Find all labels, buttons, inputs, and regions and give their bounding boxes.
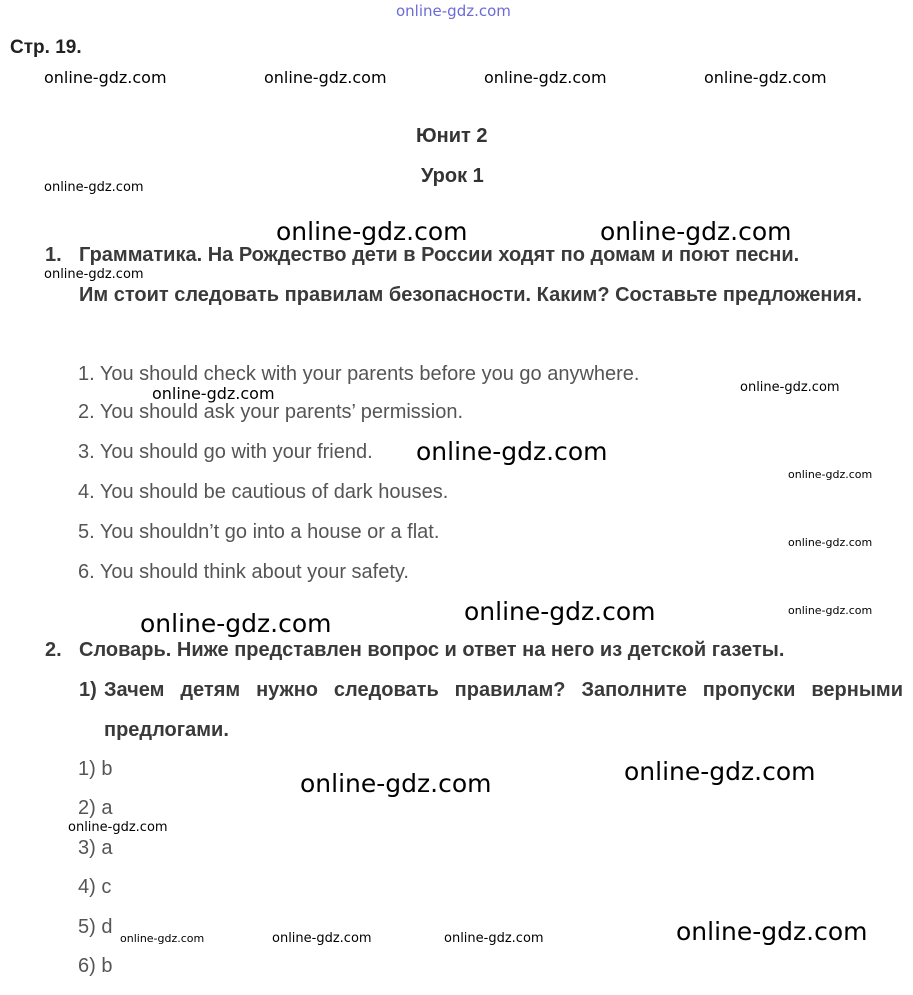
watermark: online-gdz.com [120,932,205,945]
task-2-subtask [79,670,903,750]
task-1-instructions: Им стоит следовать правилам безопасности. Каким? Составьте предложения. [79,284,862,306]
task-2-sub-text: Зачем детям нужно следовать правилам? Заполните пропуски верными предлогами. [104,679,903,741]
watermark: online-gdz.com [788,468,873,481]
unit-title: Юнит 2 [416,125,488,147]
watermark: online-gdz.com [788,604,873,617]
lesson-title: Урок 1 [421,165,484,187]
watermark: online-gdz.com [600,217,792,246]
task-1-answer-1: 1. You should check with your parents before you go anywhere. [78,363,640,385]
task-1-answer-4: 4. You should be cautious of dark houses. [78,481,449,503]
watermark: online-gdz.com [264,68,387,87]
task-2-answer-3: 3) a [78,837,113,859]
task-1-line1: Грамматика. На Рождество дети в России ходят по домам и поют песни. [79,244,800,266]
task-2-answer-2: 2) a [78,797,113,819]
watermark: online-gdz.com [300,769,492,798]
task-1-heading [45,235,903,275]
watermark: online-gdz.com [624,757,816,786]
task-2-answer-5: 5) d [78,916,113,938]
task-1-answer-3: 3. You should go with your friend. [78,441,373,463]
watermark: online-gdz.com [276,217,468,246]
task-2-heading [45,630,903,670]
watermark: online-gdz.com [740,380,840,395]
watermark: online-gdz.com [44,68,167,87]
page-reference: Стр. 19. [10,37,82,58]
watermark: online-gdz.com [464,597,656,626]
task-2-answer-4: 4) c [78,876,112,898]
task-1-answer-2: 2. You should ask your parents’ permission. [78,401,464,423]
watermark: online-gdz.com [44,267,144,282]
watermark: online-gdz.com [44,180,144,195]
watermark: online-gdz.com [676,917,868,946]
watermark: online-gdz.com [788,536,873,549]
watermark: online-gdz.com [68,820,168,835]
task-2-answer-6: 6) b [78,955,113,977]
watermark: online-gdz.com [272,931,372,946]
watermark-top: online-gdz.com [396,2,511,20]
task-2-text: Словарь. Ниже представлен вопрос и ответ на него из детской газеты. [79,639,785,661]
watermark: online-gdz.com [704,68,827,87]
task-2-answer-1: 1) b [78,758,113,780]
task-2-number: 2. [45,639,62,661]
task-1-answer-6: 6. You should think about your safety. [78,561,409,583]
watermark: online-gdz.com [444,931,544,946]
watermark: online-gdz.com [416,437,608,466]
task-1-number: 1. [45,244,62,266]
task-1-answer-5: 5. You shouldn’t go into a house or a flat. [78,521,440,543]
task-2-sub-number: 1) [79,679,97,701]
watermark: online-gdz.com [140,609,332,638]
watermark: online-gdz.com [484,68,607,87]
watermark: online-gdz.com [152,384,275,403]
